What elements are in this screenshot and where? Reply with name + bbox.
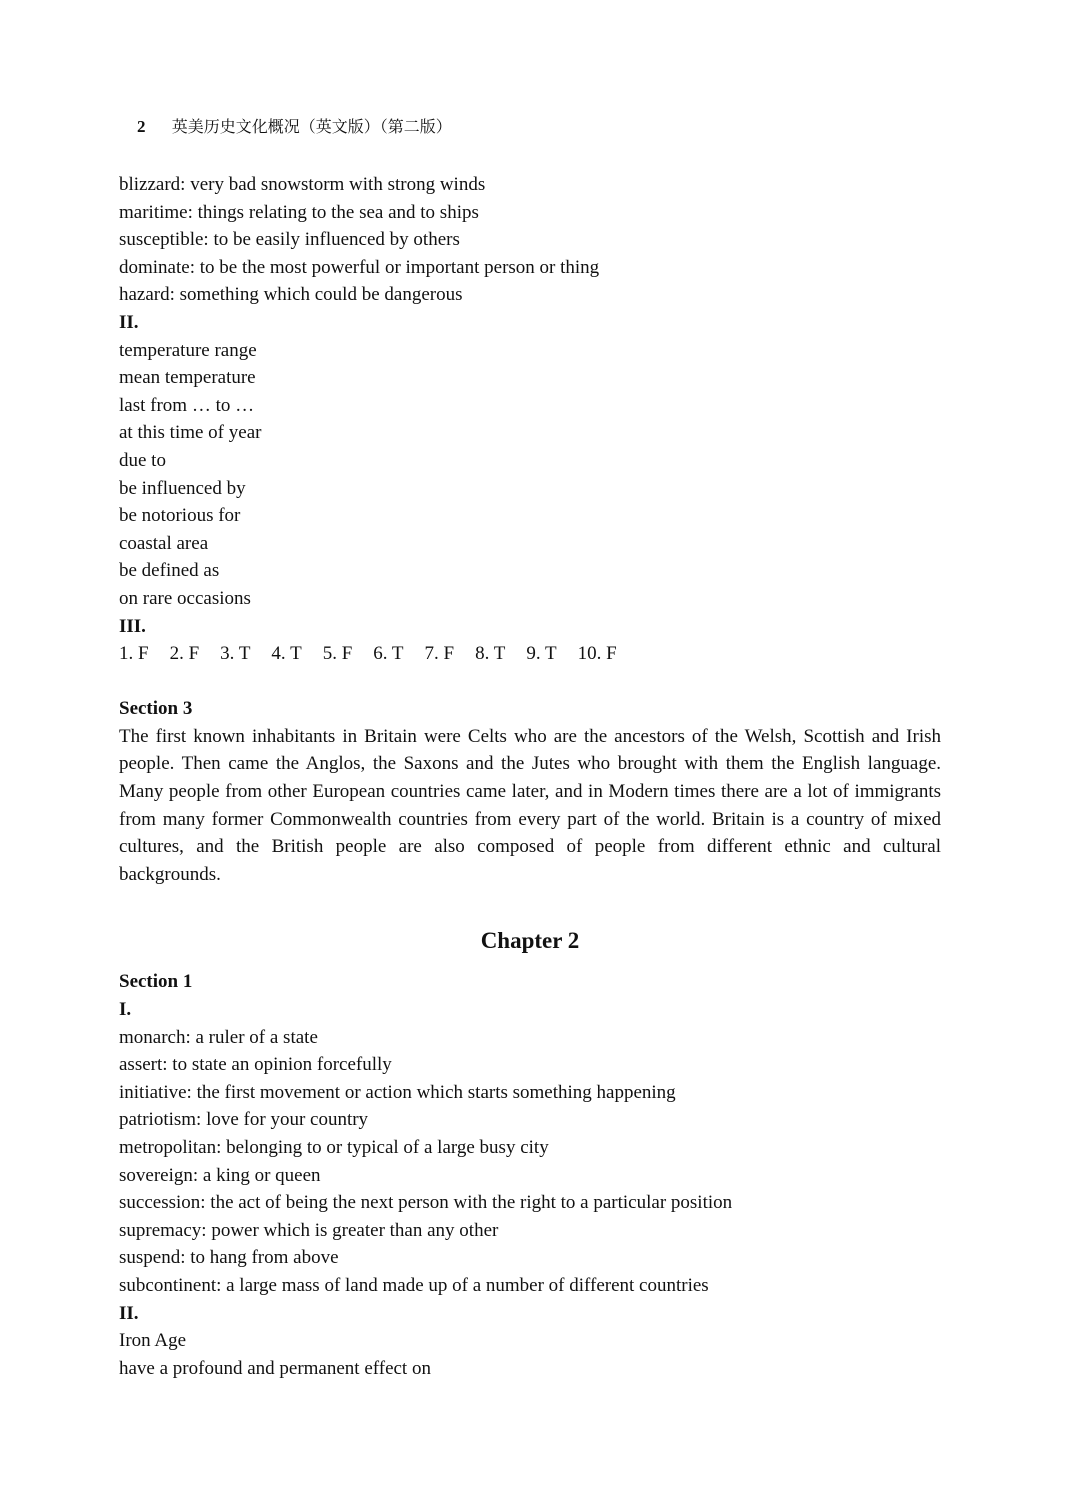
phrase-item: due to <box>119 449 166 471</box>
definition-item: susceptible: to be easily influenced by others <box>119 229 460 251</box>
answer-item: 10. F <box>577 643 617 665</box>
page-number: 2 <box>137 117 146 136</box>
phrases-list <box>119 337 941 613</box>
spacer <box>119 668 941 696</box>
definition-item: sovereign: a king or queen <box>119 1164 321 1186</box>
definition-item: assert: to state an opinion forcefully <box>119 1054 392 1076</box>
chapter2-phrases-list <box>119 1327 941 1382</box>
section-3-paragraph: The first known inhabitants in Britain were Celts who are the ancestors of the Welsh, Scottish and Irish people. Then came the Anglos, the Saxons and the Jutes who brought with them the English language. Many people from other European countries came later, and in Modern times there are a lot of immigrants from many former Commonwealth countries from every part of the world. Britain is a country of mixed cultures, and the British people are also composed of people from different ethnic and cultural backgrounds. <box>119 725 941 885</box>
page-header <box>137 116 452 138</box>
phrase-item: on rare occasions <box>119 587 251 609</box>
definition-item: blizzard: very bad snowstorm with strong winds <box>119 174 486 195</box>
chapter2-definitions-list <box>119 1024 941 1300</box>
answer-item: 9. T <box>526 643 557 665</box>
section-1-heading: Section 1 <box>119 971 193 993</box>
answer-item: 1. F <box>119 643 149 665</box>
phrase-item: Iron Age <box>119 1330 187 1352</box>
phrase-item: mean temperature <box>119 367 256 389</box>
exercise-heading-ii: II. <box>119 1302 139 1324</box>
true-false-answers <box>119 640 941 668</box>
definition-item: maritime: things relating to the sea and to ships <box>119 201 479 223</box>
phrase-item: temperature range <box>119 339 257 361</box>
phrase-item: last from … to … <box>119 394 255 416</box>
phrase-item: be influenced by <box>119 477 246 499</box>
answer-item: 5. F <box>322 643 353 665</box>
definition-item: initiative: the first movement or action which starts something happening <box>119 1081 676 1103</box>
phrase-item: at this time of year <box>119 422 262 444</box>
exercise-heading-i: I. <box>119 999 132 1021</box>
definition-item: dominate: to be the most powerful or important person or thing <box>119 256 600 278</box>
answer-item: 8. T <box>475 643 506 665</box>
definition-item: suspend: to hang from above <box>119 1247 339 1269</box>
phrase-item: be defined as <box>119 560 220 582</box>
phrase-item: be notorious for <box>119 505 241 527</box>
answer-item: 7. F <box>424 643 455 665</box>
exercise-heading-ii: II. <box>119 311 139 333</box>
definition-item: supremacy: power which is greater than any other <box>119 1219 499 1241</box>
definition-item: patriotism: love for your country <box>119 1109 369 1131</box>
chapter-title: Chapter 2 <box>480 928 580 954</box>
definition-item: monarch: a ruler of a state <box>119 1026 318 1048</box>
definitions-list <box>119 171 941 309</box>
definition-item: subcontinent: a large mass of land made up of a number of different countries <box>119 1274 709 1296</box>
answer-item: 3. T <box>220 643 251 665</box>
answer-item: 4. T <box>271 643 302 665</box>
definition-item: metropolitan: belonging to or typical of a large busy city <box>119 1137 549 1158</box>
phrase-item: coastal area <box>119 532 209 554</box>
section-3-heading: Section 3 <box>119 698 193 720</box>
phrase-item: have a profound and permanent effect on <box>119 1357 431 1379</box>
page-content <box>119 171 941 1382</box>
exercise-heading-iii: III. <box>119 615 146 637</box>
book-title: 英美历史文化概况（英文版）（第二版） <box>171 117 452 136</box>
definition-item: hazard: something which could be dangerous <box>119 284 463 306</box>
answer-item: 2. F <box>169 643 200 665</box>
definition-item: succession: the act of being the next person with the right to a particular position <box>119 1192 733 1214</box>
answer-item: 6. T <box>373 643 404 665</box>
